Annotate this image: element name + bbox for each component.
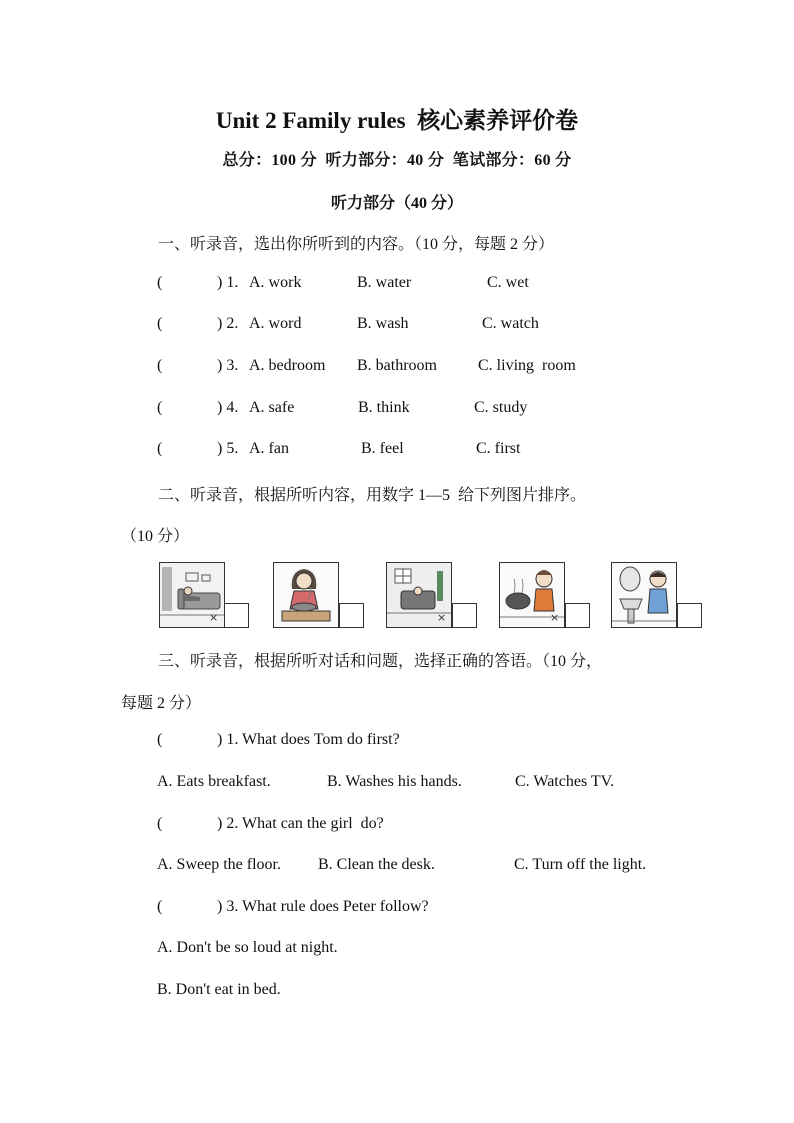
option-b: B. feel [361,440,404,457]
q2-option-a: A. Sweep the floor. [157,856,281,873]
item-number: ) 1. [217,274,239,291]
listening-header: 听力部分（40 分） [330,195,463,212]
answer-paren[interactable]: ( [157,815,163,832]
woman-cooking-picture [273,562,339,628]
option-c: C. living room [478,357,576,374]
q1-option-b: B. Washes his hands. [327,773,462,790]
option-b: B. think [358,399,410,416]
option-b: B. wash [357,315,409,332]
option-a: A. word [249,315,302,332]
q2-option-b: B. Clean the desk. [318,856,435,873]
option-c: C. study [474,399,528,416]
option-c: C. first [476,440,521,457]
option-c: C. watch [482,315,539,332]
cross-icon: × [550,611,560,624]
answer-paren[interactable]: ( [157,440,163,457]
option-a: A. work [249,274,302,291]
question-2: ) 2. What can the girl do? [217,815,384,832]
part1-instruction: 一、听录音，选出你所听到的内容。（10 分，每题 2 分） [158,236,555,253]
question-3: ) 3. What rule does Peter follow? [217,898,429,915]
cross-icon: × [437,611,447,624]
option-c: C. wet [487,274,529,291]
answer-box[interactable] [339,603,364,628]
part3-instruction: 三、听录音，根据所听对话和问题，选择正确的答语。（10 分， [158,653,603,670]
answer-paren[interactable]: ( [157,731,163,748]
cross-icon: × [209,611,219,624]
option-a: A. safe [249,399,295,416]
answer-paren[interactable]: ( [157,399,163,416]
answer-paren[interactable]: ( [157,274,163,291]
score-line: 总分：100 分 听力部分：40 分 笔试部分：60 分 [222,152,572,169]
option-b: B. water [357,274,412,291]
answer-box[interactable] [452,603,477,628]
girl-washing-hands-picture [611,562,677,628]
answer-box[interactable] [677,603,702,628]
option-a: A. bedroom [249,357,326,374]
part3-points: 每题 2 分） [121,695,202,712]
option-b: B. bathroom [357,357,437,374]
item-number: ) 5. [217,440,239,457]
item-number: ) 2. [217,315,239,332]
q3-option-a: A. Don't be so loud at night. [157,939,338,956]
q3-option-b: B. Don't eat in bed. [157,981,281,998]
option-a: A. fan [249,440,289,457]
q1-option-a: A. Eats breakfast. [157,773,271,790]
exam-title: Unit 2 Family rules 核心素养评价卷 [215,108,579,133]
answer-box[interactable] [224,603,249,628]
question-1: ) 1. What does Tom do first? [217,731,400,748]
item-number: ) 3. [217,357,239,374]
answer-box[interactable] [565,603,590,628]
q2-option-c: C. Turn off the light. [514,856,647,873]
part2-instruction: 二、听录音，根据所听内容，用数字 1—5 给下列图片排序。 [158,487,587,504]
q1-option-c: C. Watches TV. [515,773,615,790]
answer-paren[interactable]: ( [157,315,163,332]
part2-points: （10 分） [121,528,190,545]
answer-paren[interactable]: ( [157,898,163,915]
answer-paren[interactable]: ( [157,357,163,374]
item-number: ) 4. [217,399,239,416]
